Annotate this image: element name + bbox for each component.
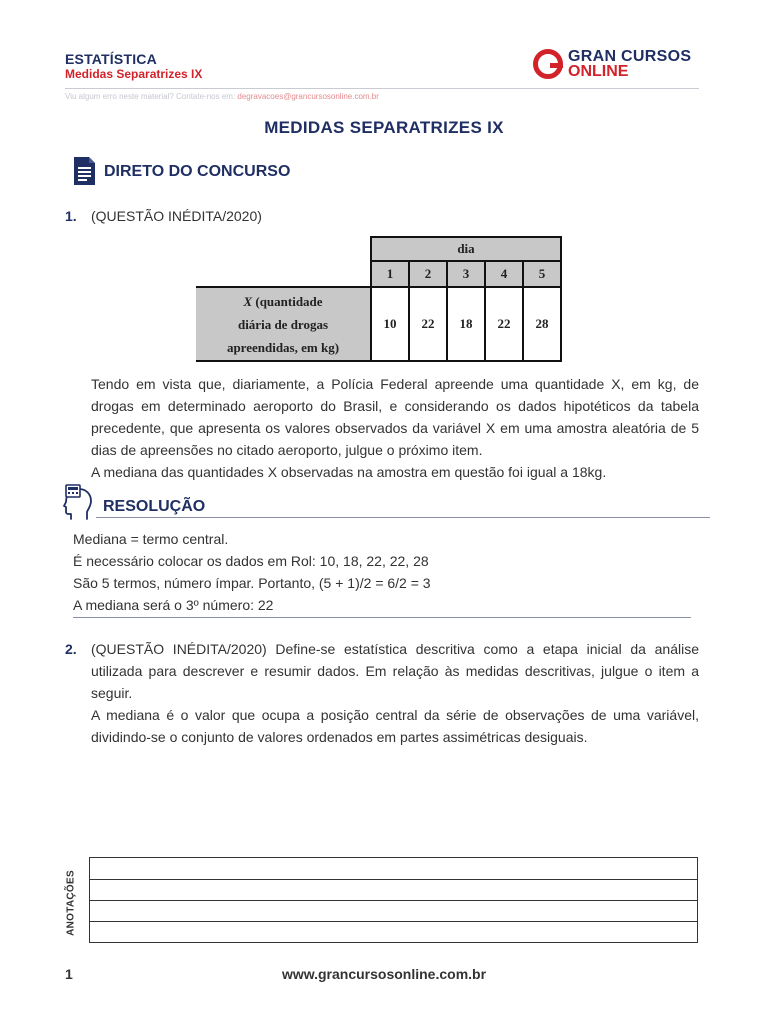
footer-url-link[interactable]: www.grancursosonline.com.br: [281, 966, 487, 982]
table-day-cell: 3: [447, 261, 485, 287]
notes-label: [56, 868, 86, 938]
notes-box[interactable]: [89, 857, 698, 943]
question-1-statement: Tendo em vista que, diariamente, a Polícia Federal apreende uma quantidade X, em kg, de drogas em determinado aeroporto do Brasil, e considerando os dados hipotéticos da tabela precedente, que apresenta os valores observados da variável X em uma amostra aleatória de 5 dias de apreensões no citado aeroporto, julgue o próximo item.: [91, 376, 699, 458]
contact-prefix: Viu algum erro neste material? Contate-nos em:: [65, 92, 238, 101]
header-divider: [65, 88, 699, 89]
resolution-title: RESOLUÇÃO: [103, 498, 206, 515]
notes-label-text: ANOTAÇÕES: [65, 870, 77, 936]
table-value-cell: 22: [485, 287, 523, 361]
table-day-cell: 4: [485, 261, 523, 287]
question-1-number: 1.: [65, 208, 77, 224]
resolution-line: São 5 termos, número ímpar. Portanto, (5 + 1)/2 = 6/2 = 3: [73, 575, 431, 591]
table-day-cell: 1: [371, 261, 409, 287]
page-title: MEDIDAS SEPARATRIZES IX: [264, 118, 504, 137]
contact-note: [65, 92, 379, 101]
table-value-cell: 22: [409, 287, 447, 361]
resolution-line: É necessário colocar os dados em Rol: 10, 18, 22, 22, 28: [73, 553, 429, 569]
data-table: [196, 236, 564, 364]
table-row-label-line1: (quantidade: [252, 293, 323, 309]
subject-title: ESTATÍSTICA: [65, 51, 157, 67]
notes-line: [90, 879, 697, 880]
logo-text-bottom: ONLINE: [568, 63, 629, 80]
resolution-head-icon: [63, 483, 95, 521]
logo-text-top: GRAN CURSOS: [568, 48, 692, 65]
table-row-label-line2: diária de drogas: [237, 316, 329, 332]
resolution-line: Mediana = termo central.: [73, 531, 229, 547]
table-row-variable: X: [243, 293, 253, 309]
question-2-statement: (QUESTÃO INÉDITA/2020) Define-se estatística descritiva como a etapa inicial da análise utilizada para descrever e resumir dados. Em relação às medidas descritivas, julgue o item a seguir.: [91, 641, 699, 701]
resolution-line: A mediana será o 3º número: 22: [73, 597, 274, 613]
contact-email-link[interactable]: degravacoes@grancursosonline.com.br: [237, 92, 379, 101]
notes-line: [90, 921, 697, 922]
resolution-bottom-divider: [73, 617, 691, 618]
page-number: 1: [65, 966, 73, 982]
logo-g-icon: [533, 49, 563, 79]
question-2-body: [91, 638, 699, 748]
table-day-cell: 5: [523, 261, 561, 287]
resolution-divider: [96, 517, 710, 518]
table-header-day: dia: [371, 237, 561, 261]
notes-line: [90, 900, 697, 901]
table-value-cell: 18: [447, 287, 485, 361]
table-value-cell: 28: [523, 287, 561, 361]
question-2-item: A mediana é o valor que ocupa a posição central da série de observações de uma variável, dividindo-se o conjunto de valores ordenados em partes assimétricas desiguais.: [91, 707, 699, 745]
table-value-cell: 10: [371, 287, 409, 361]
question-1-body: [91, 373, 699, 483]
resolution-body: [73, 528, 431, 616]
question-1-source: (QUESTÃO INÉDITA/2020): [91, 208, 262, 224]
topic-subtitle: Medidas Separatrizes IX: [65, 67, 203, 81]
question-1-item: A mediana das quantidades X observadas na amostra em questão foi igual a 18kg.: [91, 464, 607, 480]
document-icon: [71, 156, 97, 186]
table-row-label: [196, 287, 371, 361]
question-2-number: 2.: [65, 641, 77, 657]
table-row-label-line3: apreendidas, em kg): [226, 339, 340, 355]
section-title: DIRETO DO CONCURSO: [104, 163, 291, 180]
table-day-cell: 2: [409, 261, 447, 287]
gran-cursos-logo: [533, 49, 703, 83]
